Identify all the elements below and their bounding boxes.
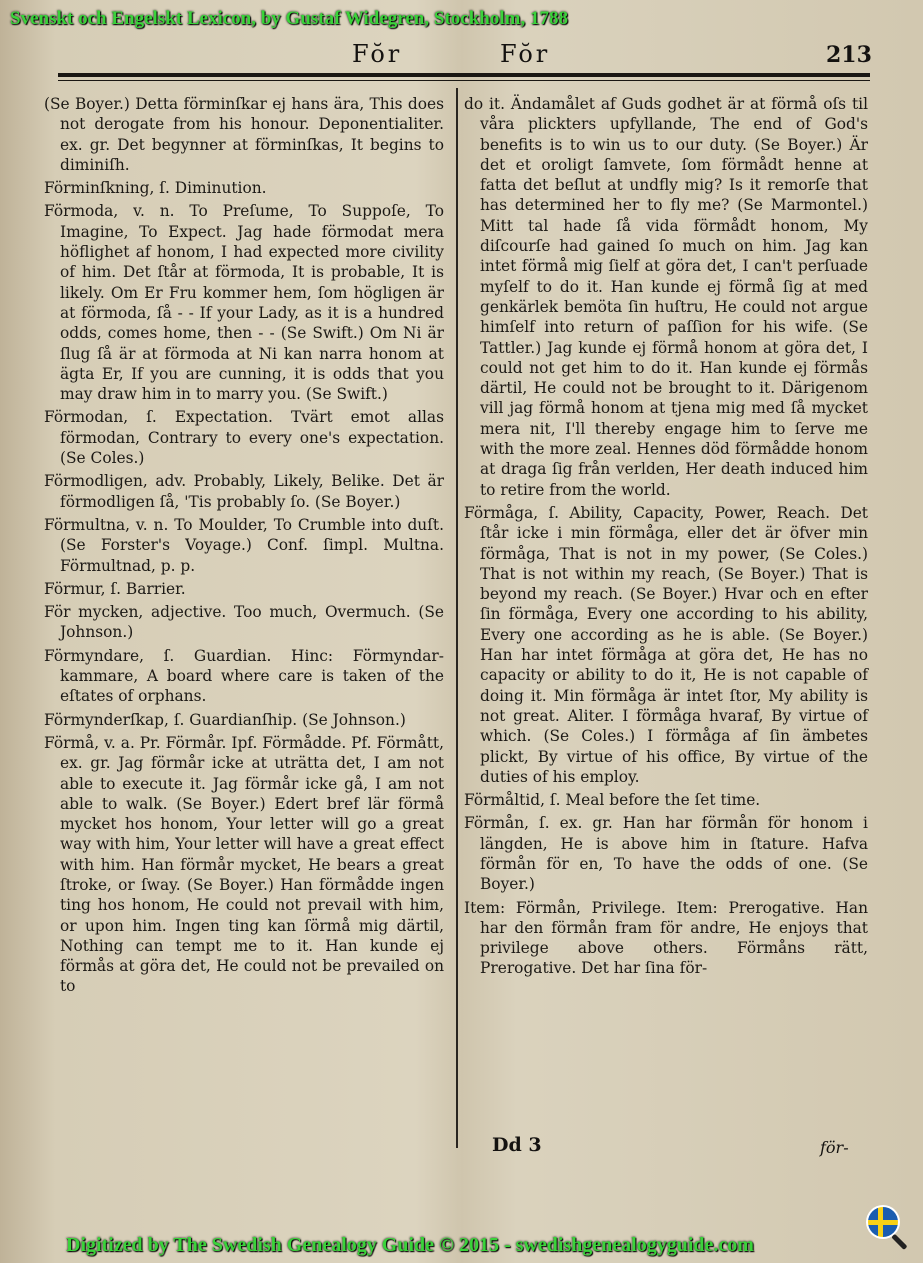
page-number: 213 xyxy=(826,42,872,68)
dictionary-entry: Förmåltid, ſ. Meal before the ſet time. xyxy=(464,791,761,810)
running-head-right: Fŏr xyxy=(500,40,551,68)
dictionary-entry: Förmåga, ſ. Ability, Capacity, Power, Reach. Det ſtår icke i min förmåga, eller det är öfver min förmåga, That is not in my power, (Se Coles.) That is not within my reach, (Se Boyer.) That is beyond my reach. (Se Boyer.) Hvar och en efter ſin förmåga, Every one according to his ability, Every one according as he is able. (Se Boyer.) Han har intet förmåga at göra det, He has no capacity or ability to do it, He is not capable of doing it. Min förmåga är intet ſtor, My ability is not great. Aliter. I förmåga hvaraf, By virtue of which. (Se Coles.) I förmåga af ſin ämbetes plickt, By virtue of his office, By virtue of the duties of his employ. xyxy=(464,503,868,786)
dictionary-entry: Förmoda, v. n. To Preſume, To Suppoſe, To Imagine, To Expect. Jag hade förmodat mera höflighet af honom, I had expected more civility of him. Det ſtår at förmoda, It is probable, It is likely. Om Er Fru kommer hem, ſom högligen är at förmoda, ſå - - If your Lady, as it is a hundred odds, comes home, then - - (Se Swift.) Om Ni är ſlug ſå är at förmoda at Ni kan narra honom at ägta Er, If you are cunning, it is odds that you may draw him in to marry you. (Se Swift.) xyxy=(44,202,444,404)
dictionary-entry: Förmå, v. a. Pr. Förmår. Ipf. Förmådde. Pf. Förmått, ex. gr. Jag förmår icke at uträtta det, I am not able to execute it. Jag förmår icke gå, I am not able to walk. (Se Boyer.) Edert bref lär förmå mycket hos honom, Your letter will go a great way with him, Your letter will have a great effect with him. Han förmår mycket, He bears a great ſtroke, or ſway. (Se Boyer.) Han förmådde ingen ting hos honom, He could not prevail with him, or upon him. Ingen ting kan ſörmå mig därtil, Nothing can tempt me to it. Han kunde ej förmås at göra det, He could not be prevailed on to xyxy=(44,733,444,996)
column-divider xyxy=(456,88,458,1148)
running-head-left: Fŏr xyxy=(352,40,403,68)
dictionary-entry: Förmodligen, adv. Probably, Likely, Belike. Det är förmodligen ſå, 'Tis probably ſo. (Se Boyer.) xyxy=(44,472,444,511)
signature-mark: Dd 3 xyxy=(492,1134,542,1156)
dictionary-entry: Förmodan, ſ. Expectation. Tvärt emot allas förmodan, Contrary to every one's expectation. (Se Coles.) xyxy=(44,408,444,468)
dictionary-entry: Förmyndare, ſ. Guardian. Hinc: Förmyndar-kammare, A board where care is taken of the eſtates of orphans. xyxy=(44,646,444,706)
dictionary-entry: Item: Förmån, Privilege. Item: Prerogative. Han har den förmån fram för andre, He enjoys that privilege above others. Förmåns rätt, Prerogative. Det har ſina för- xyxy=(464,898,868,978)
right-column xyxy=(464,94,868,982)
header-rule-thin xyxy=(58,80,870,81)
dictionary-entry: do it. Ändamålet af Guds godhet är at förmå oſs til våra plickters upfyllande, The end of God's benefits is to win us to our duty. (Se Boyer.) Är det et oroligt ſamvete, ſom förmådt henne at fatta det beſlut at undfly mig? Is it remorſe that has determined her to fly me? (Se Marmontel.) Mitt tal hade ſå vida förmådt honom, My diſcourſe had gained ſo much on him. Jag kan intet förmå mig ſielf at göra det, I can't perſuade myſelf to do it. Han kunde ej förmå ſig at med genkärlek bemöta ſin huſtru, He could not argue himſelf into return of paſſion for his wife. (Se Tattler.) Jag kunde ej förmå honom at göra det, I could not get him to do it. Han kunde ej förmås därtil, He could not be brought to it. Därigenom vill jag förmå honom at tjena mig med ſå mycket mera nit, I'll thereby engage him to ſerve me with the more zeal. Hennes död förmådde honom at draga ſig från verlden, Her death induced him to retire from the world. xyxy=(464,95,868,499)
dictionary-entry: Förminſkning, ſ. Diminution. xyxy=(44,179,267,198)
show-through-text xyxy=(200,1152,800,1172)
left-column xyxy=(44,94,444,1000)
dictionary-entry: (Se Boyer.) Detta förminſkar ej hans ära, This does not derogate from his honour. Deponentialiter. ex. gr. Det begynner at förminſkas, It begins to diminiſh. xyxy=(44,95,444,174)
dictionary-entry: Förmynderſkap, ſ. Guardianſhip. (Se Johnson.) xyxy=(44,710,406,729)
dictionary-entry: För mycken, adjective. Too much, Overmuch. (Se Johnson.) xyxy=(44,603,444,642)
dictionary-entry: Förmur, ſ. Barrier. xyxy=(44,579,186,598)
header-rule xyxy=(58,73,870,77)
swedish-flag-icon xyxy=(868,1207,898,1237)
banner-credit: Digitized by The Swedish Genealogy Guide © 2015 - swedishgenealogyguide.com xyxy=(66,1234,754,1256)
dictionary-entry: Förmultna, v. n. To Moulder, To Crumble into duſt. (Se Forster's Voyage.) Conf. ſimpl. Multna. Förmultnad, p. p. xyxy=(44,515,444,575)
banner-title: Svenskt och Engelskt Lexicon, by Gustaf Widegren, Stockholm, 1788 xyxy=(10,8,568,29)
dictionary-entry: Förmån, ſ. ex. gr. Han har förmån för honom i längden, He is above him in ſtature. Hafva förmån för en, To have the odds of one. (Se Boyer.) xyxy=(464,814,868,894)
catchword: för- xyxy=(820,1138,849,1157)
